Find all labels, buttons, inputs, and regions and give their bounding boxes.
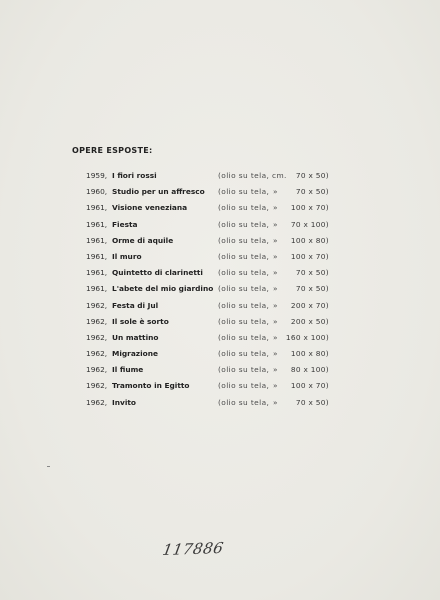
work-dimensions: 70 x 50) <box>295 187 329 197</box>
work-year: 1960, <box>86 187 108 197</box>
work-year: 1961, <box>86 219 108 229</box>
work-dimensions: 70 x 50) <box>295 268 329 278</box>
list-item <box>86 301 346 317</box>
work-medium: (olio su tela, <box>218 251 270 261</box>
work-medium: (olio su tela, <box>218 349 270 359</box>
work-title: Festa di Jul <box>112 300 159 310</box>
ditto-mark: » <box>273 268 278 278</box>
works-list <box>86 171 346 414</box>
work-medium: (olio su tela, <box>218 284 270 294</box>
work-title: I fiori rossi <box>112 171 157 180</box>
section-heading: OPERE ESPOSTE: <box>72 146 153 155</box>
work-year: 1961, <box>86 235 108 245</box>
list-item <box>86 236 346 252</box>
list-item <box>86 365 346 381</box>
list-item <box>86 203 346 219</box>
ditto-mark: » <box>273 251 278 261</box>
work-dimensions: 70 x 100) <box>290 219 329 229</box>
ditto-mark: » <box>273 316 278 326</box>
work-title: Migrazione <box>112 349 158 359</box>
work-dimensions: 70 x 50) <box>295 171 329 180</box>
work-year: 1961, <box>86 203 108 213</box>
ditto-mark: » <box>273 235 278 245</box>
work-dimensions: 100 x 80) <box>290 349 329 359</box>
work-dimensions: 80 x 100) <box>290 365 329 375</box>
list-item <box>86 268 346 284</box>
list-item <box>86 381 346 397</box>
work-medium: (olio su tela, <box>218 332 270 342</box>
paper-speck <box>47 466 50 467</box>
work-medium: (olio su tela, cm. <box>218 171 287 180</box>
list-item <box>86 398 346 414</box>
list-item <box>86 171 346 187</box>
work-title: Fiesta <box>112 219 138 229</box>
work-year: 1962, <box>86 365 108 375</box>
work-dimensions: 200 x 50) <box>290 316 329 326</box>
list-item <box>86 187 346 203</box>
ditto-mark: » <box>273 219 278 229</box>
ditto-mark: » <box>273 332 278 342</box>
work-year: 1962, <box>86 332 108 342</box>
work-title: Un mattino <box>112 332 159 342</box>
work-medium: (olio su tela, <box>218 219 270 229</box>
work-title: Il sole è sorto <box>112 316 169 326</box>
work-dimensions: 100 x 70) <box>290 381 329 391</box>
work-medium: (olio su tela, <box>218 397 270 407</box>
work-dimensions: 100 x 70) <box>290 251 329 261</box>
work-year: 1959, <box>86 171 108 180</box>
work-title: Il fiume <box>112 365 144 375</box>
list-item <box>86 349 346 365</box>
work-year: 1962, <box>86 397 108 407</box>
work-title: Visione veneziana <box>112 203 188 213</box>
work-title: L'abete del mio giardino <box>112 284 214 294</box>
work-title: Quintetto di clarinetti <box>112 268 203 278</box>
work-dimensions: 100 x 80) <box>290 235 329 245</box>
ditto-mark: » <box>273 187 278 197</box>
list-item <box>86 220 346 236</box>
list-item <box>86 317 346 333</box>
work-dimensions: 100 x 70) <box>290 203 329 213</box>
work-title: Orme di aquile <box>112 235 174 245</box>
ditto-mark: » <box>273 397 278 407</box>
work-title: Il muro <box>112 251 142 261</box>
work-year: 1961, <box>86 268 108 278</box>
work-dimensions: 200 x 70) <box>290 300 329 310</box>
ditto-mark: » <box>273 300 278 310</box>
ditto-mark: » <box>273 349 278 359</box>
work-year: 1962, <box>86 349 108 359</box>
handwritten-number: 117886 <box>161 538 226 560</box>
list-item <box>86 284 346 300</box>
work-medium: (olio su tela, <box>218 235 270 245</box>
work-title: Invito <box>112 397 136 407</box>
list-item <box>86 333 346 349</box>
work-title: Tramonto in Egitto <box>112 381 190 391</box>
work-year: 1962, <box>86 300 108 310</box>
ditto-mark: » <box>273 284 278 294</box>
ditto-mark: » <box>273 203 278 213</box>
work-year: 1962, <box>86 316 108 326</box>
work-year: 1961, <box>86 251 108 261</box>
work-medium: (olio su tela, <box>218 203 270 213</box>
work-year: 1962, <box>86 381 108 391</box>
work-title: Studio per un affresco <box>112 187 205 197</box>
work-medium: (olio su tela, <box>218 381 270 391</box>
ditto-mark: » <box>273 381 278 391</box>
list-item <box>86 252 346 268</box>
work-medium: (olio su tela, <box>218 365 270 375</box>
work-medium: (olio su tela, <box>218 187 270 197</box>
work-dimensions: 70 x 50) <box>295 284 329 294</box>
ditto-mark: » <box>273 365 278 375</box>
work-medium: (olio su tela, <box>218 316 270 326</box>
work-dimensions: 70 x 50) <box>295 397 329 407</box>
work-medium: (olio su tela, <box>218 300 270 310</box>
work-dimensions: 160 x 100) <box>285 332 329 342</box>
work-medium: (olio su tela, <box>218 268 270 278</box>
work-year: 1961, <box>86 284 108 294</box>
